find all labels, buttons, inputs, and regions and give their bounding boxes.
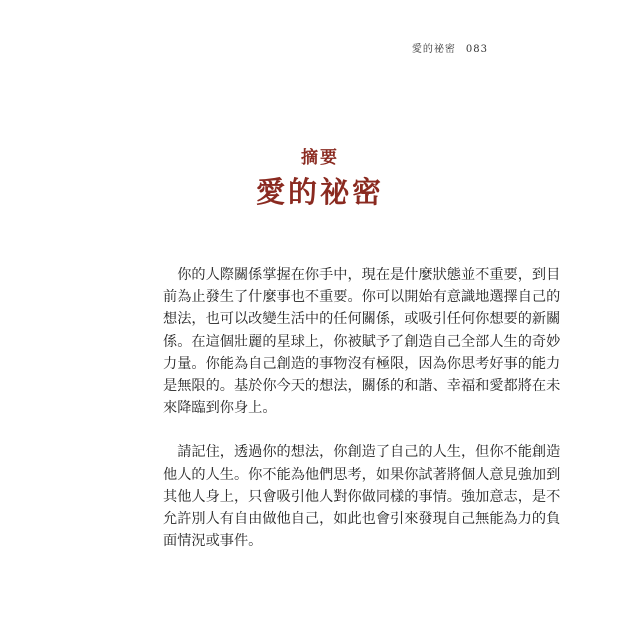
paragraph-1 [163,264,561,419]
text-line: 前為止發生了什麼事也不重要。你可以開始有意識地選擇自己的 [163,289,561,306]
text-line: 來降臨到你身上。 [163,400,277,417]
text-line: 其他人身上，只會吸引他人對你做同樣的事情。強加意志，是不 [163,488,561,505]
paragraph-2 [163,441,561,552]
text-line: 是無限的。基於你今天的想法，關係的和諧、幸福和愛都將在未 [163,378,561,395]
text-line: 想法，也可以改變生活中的任何關係，或吸引任何你想要的新關 [163,311,561,328]
text-line: 面情況或事件。 [163,533,263,550]
text-line: 允許別人有自由做他自己，如此也會引來發現自己無能為力的負 [163,511,561,528]
chapter-title: 愛的祕密 [255,175,384,209]
running-header [412,40,488,55]
page-number: 083 [465,44,488,55]
chapter-subtitle: 摘要 [301,148,339,168]
text-line: 力量。你能為自己創造的事物沒有極限，因為你思考好事的能力 [163,355,561,372]
text-line: 你的人際關係掌握在你手中，現在是什麼狀態並不重要，到目 [163,267,561,283]
body-text [163,264,561,574]
text-line: 請記住，透過你的想法，你創造了自己的人生，但你不能創造 [163,444,561,461]
text-line: 他人的人生。你不能為他們思考，如果你試著將個人意見強加到 [163,466,561,483]
text-line: 係。在這個壯麗的星球上，你被賦予了創造自己全部人生的奇妙 [163,333,561,350]
running-title: 愛的祕密 [411,44,456,55]
